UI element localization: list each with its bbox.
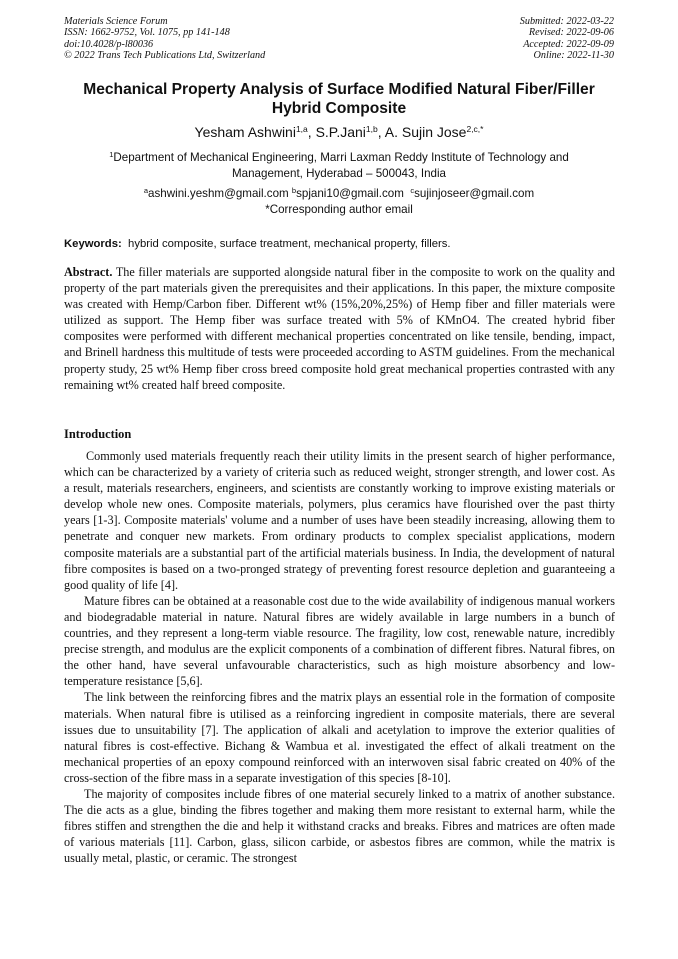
introduction-body [64,448,615,866]
author-superscript: 2,c,* [466,124,484,134]
journal-issn: ISSN: 1662-9752, Vol. 1075, pp 141-148 [64,27,230,39]
email-superscript: c [410,186,415,195]
email-c[interactable]: sujinjoseer@gmail.com [414,187,535,200]
publication-dates [520,16,614,62]
paper-title [40,81,638,118]
journal-info [64,16,265,62]
author-name: S.P.Jani [315,124,366,140]
affiliation [70,150,608,181]
keywords [64,237,616,251]
author-name: Yesham Ashwini [194,124,296,140]
keywords-text: hybrid composite, surface treatment, mechanical property, fillers. [128,238,451,250]
paragraph: Mature fibres can be obtained at a reasonable cost due to the wide availability of indigenous manual workers and biodegradable material in nature. Natural fibres are widely available in large numbers in a bunch of countries, and they represent a long-term viable resource. The fragility, low cost, renewable nature, incredibly precise strength, and modulus are the explicit components of a combination of different fibres. Natural fibres, on the other hand, have several unfavourable characteristics, such as high moisture absorbency and low-temperature resistance [5,6]. [64,593,615,689]
paragraph: The majority of composites include fibres of one material securely linked to a matrix of another substance. The die acts as a glue, binding the fibres together and making them more resistant to external harm, while the fibres stiffen and strengthen the die and help it withstand cracks and breaks. Fibres and matrices are often made of various materials [11]. Carbon, glass, silicon carbide, or asbestos fibres are common, while the matrix is usually metal, plastic, or ceramic. The strongest [64,786,615,866]
date-revised: Revised: 2022-09-06 [528,27,614,39]
paper-title-line-2: Hybrid Composite [271,99,407,117]
corresponding-author-note: *Corresponding author email [265,202,413,216]
abstract [64,264,615,393]
date-accepted: Accepted: 2022-09-09 [523,38,614,50]
email-b[interactable]: spjani10@gmail.com [296,187,404,200]
affiliation-superscript: 1 [109,150,114,159]
journal-doi: doi:10.4028/p-l80036 [64,38,154,50]
author-superscript: 1,a [295,124,308,134]
email-superscript: b [291,186,297,195]
paper-title-line-1: Mechanical Property Analysis of Surface Modified Natural Fiber/Filler [83,81,595,98]
paragraph: The link between the reinforcing fibres and the matrix plays an essential role in the formation of composite materials. When natural fibre is utilised as a reinforcing ingredient in composite materials, there are several issues due to unsuitability [7]. The application of alkali and acetylation to improve the exterior qualities of natural fibres is cost-effective. Bichang & Wambua et al. investigated the effect of alkali treatment on the mechanical properties of an epoxy compound reinforced with an interwoven sisal fabric created on 40% of the cross-section of the fibre mass in a separate investigation of this species [8-10]. [64,690,615,785]
abstract-text: The filler materials are supported alongside natural fiber in the composite to work on the quality and property of the part materials given the prerequisites and their applications. In this paper, the mixture composite was created with Hemp/Carbon fiber. Different wt% (15%,20%,25%) of Hemp fiber and filler materials were utilized as support. The Hemp fiber was surface treated with 5% of KMnO4. The created hybrid fiber composites were performed with different mechanical properties concentrated on like tensile, bending, impact, and Brinell hardness this multitude of tests were proceeded according to ASTM guidelines. From the mechanical property study, 25 wt% Hemp fiber cross breed composite hold great mechanical properties contrasted with any remaining wt% created half breed composite. [64,265,616,392]
section-heading-introduction: Introduction [64,427,132,441]
author-name: A. Sujin Jose [384,124,467,140]
email-a[interactable]: ashwini.yeshm@gmail.com [148,187,289,200]
author-emails [40,186,638,217]
affiliation-line-2: Management, Hyderabad – 500043, India [232,166,446,180]
email-superscript: a [143,186,149,195]
keywords-label: Keywords: [64,238,122,250]
affiliation-line-1: Department of Mechanical Engineering, Marri Laxman Reddy Institute of Technology and [113,151,569,164]
author-list: Yesham Ashwini$^{1,a}$, S.P.Jani$^{1,b}$, A. Sujin Jose$^{2,c,*}$ [194,124,484,140]
date-submitted: Submitted: 2022-03-22 [519,16,614,27]
journal-name: Materials Science Forum [64,16,168,27]
abstract-label: Abstract. [64,265,113,279]
author-superscript: 1,b [365,124,378,134]
paragraph: Commonly used materials frequently reach their utility limits in the present search of higher performance, which can be characterized by a variety of criteria such as reduced weight, stronger strength, and lower cost. As a result, materials researchers, engineers, and scientists are constantly working to improve existing materials or develop whole new ones. Composite materials, polymers, plus ceramics have flourished over the past thirty years [1-3]. Composite materials' volume and a number of uses have been steadily increasing, allowing them to penetrate and conquer new markets. From ordinary products to complex specialist applications, modern composite materials are a substantial part of the artificial materials business. In India, the development of natural fibre composites is based on a two-pronged strategy of preventing forest resource depletion and guaranteeing a good quality of life [4]. [64,449,615,592]
journal-copyright: © 2022 Trans Tech Publications Ltd, Switzerland [64,50,266,62]
date-online: Online: 2022-11-30 [533,50,614,62]
